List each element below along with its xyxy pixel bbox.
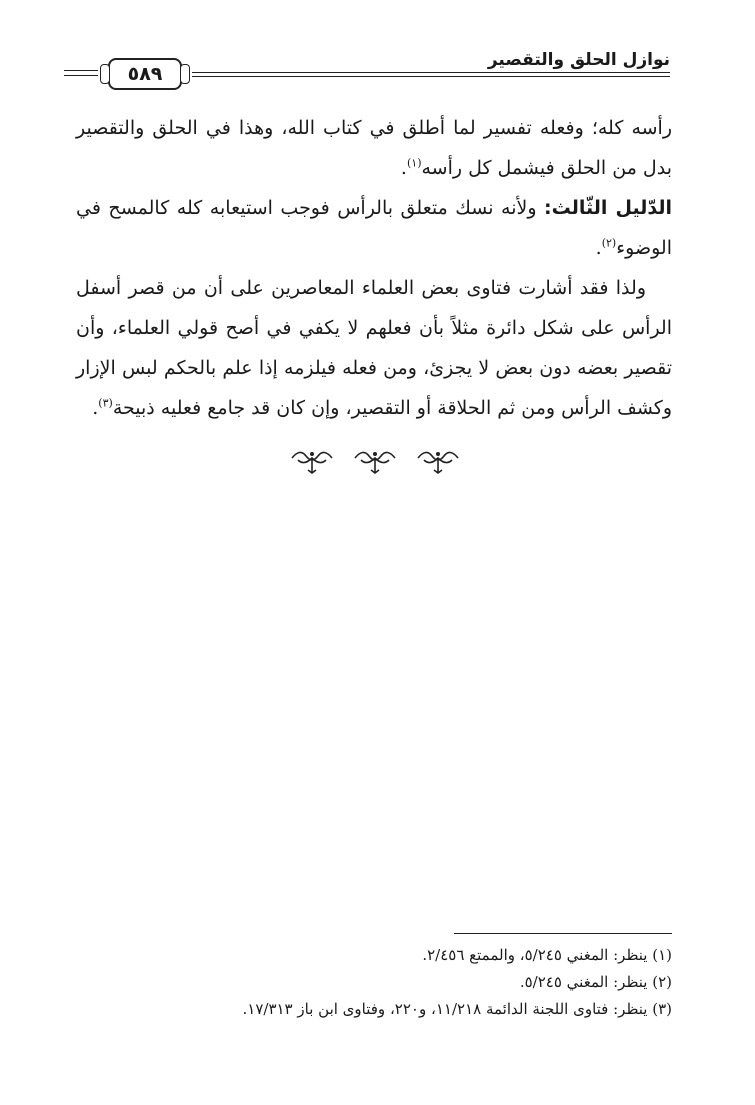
paragraph-3-end: . (92, 397, 99, 419)
paragraph-3-text: ولذا فقد أشارت فتاوى بعض العلماء المعاصرين على أن من قصر أسفل الرأس على شكل دائرة مثلاً بأن فعلهم لا يكفي في أصح قولي العلماء، وأن تقصير بعضه دون بعض لا يجزئ، ومن فعله فيلزمه إذا علم بالحكم لبس الإزار وكشف الرأس ومن ثم الحلاقة أو التقصير، وإن كان قد جامع فعليه ذبيحة (76, 277, 672, 419)
paragraph-2-end: . (595, 237, 602, 259)
footnote-separator (454, 933, 672, 934)
footnote-ref-2: (٢) (601, 236, 617, 250)
header-rule-left-top (64, 70, 98, 71)
floral-ornament-icon (353, 446, 397, 482)
main-text (76, 108, 672, 428)
paragraph-1-text: رأسه كله؛ وفعله تفسير لما أطلق في كتاب الله، وهذا في الحلق والتقصير بدل من الحلق فيشمل كل رأسه (76, 117, 672, 179)
header-title: نوازل الحلق والتقصير (487, 50, 670, 70)
paragraph-2-text: ولأنه نسك متعلق بالرأس فوجب استيعابه كله كالمسح في الوضوء (76, 197, 672, 259)
footnote-2: (٢) ينظر: المغني ٥/٢٤٥. (519, 973, 672, 991)
running-header (64, 46, 670, 94)
floral-ornament-icon (290, 446, 334, 482)
footnote-1: (١) ينظر: المغني ٥/٢٤٥، والممتع ٢/٤٥٦. (422, 946, 672, 964)
paragraph-2 (76, 188, 672, 268)
paragraph-1 (76, 108, 672, 188)
page-number-box (108, 58, 182, 90)
paragraph-3 (76, 268, 672, 428)
page-number: ٥٨٩ (127, 63, 163, 85)
header-rule-bottom (192, 76, 670, 77)
section-divider (290, 446, 460, 482)
floral-ornament-icon (416, 446, 460, 482)
paragraph-1-end: . (400, 157, 407, 179)
footnote-ref-1: (١) (406, 156, 422, 170)
footnote-3: (٣) ينظر: فتاوى اللجنة الدائمة ١١/٢١٨، و٢٢٠، وفتاوى ابن باز ١٧/٣١٣. (242, 1000, 672, 1018)
third-evidence-heading: الدّليل الثّالث: (544, 197, 672, 219)
header-rule-top (192, 72, 670, 73)
footnotes (72, 942, 672, 1023)
header-rule-left-bottom (64, 75, 98, 76)
footnote-ref-3: (٣) (98, 396, 113, 410)
